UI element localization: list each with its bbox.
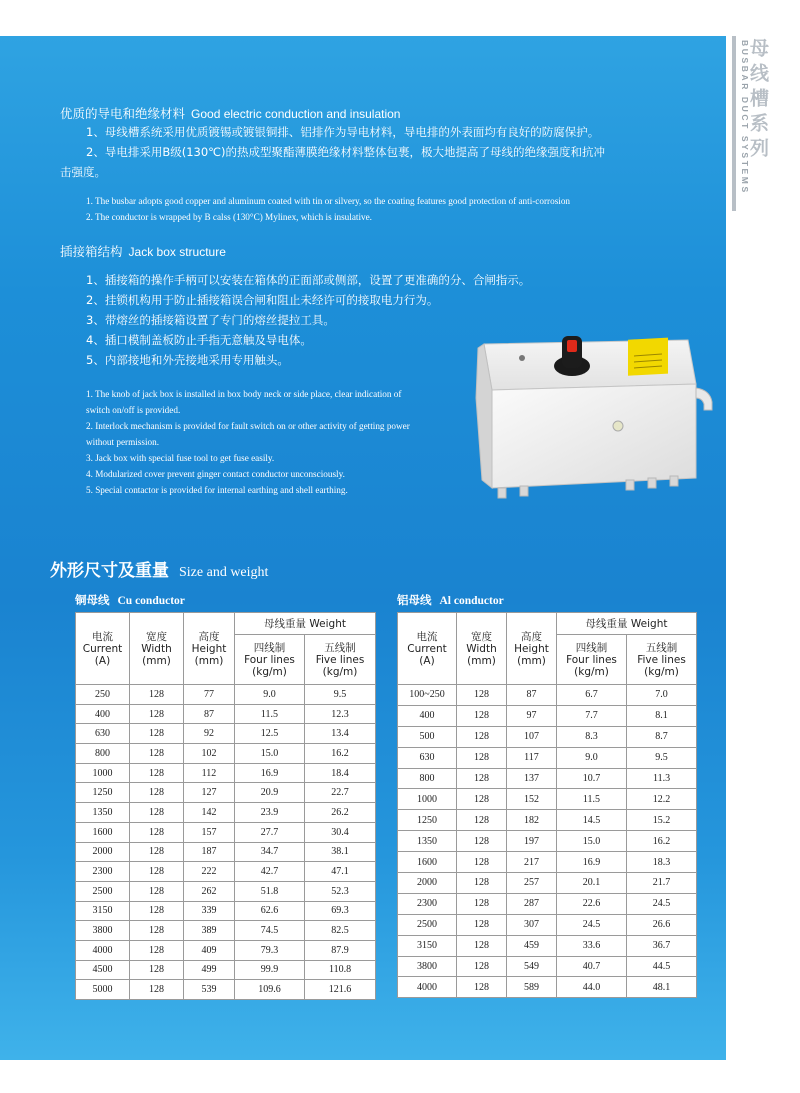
table-cell: 128	[130, 921, 184, 941]
table-cell: 8.1	[627, 705, 697, 726]
table-cell: 102	[184, 744, 235, 764]
table-cell: 1250	[398, 810, 457, 831]
table-cell: 128	[457, 768, 507, 789]
table-cell: 74.5	[235, 921, 305, 941]
table-cell: 128	[457, 685, 507, 706]
table-cell: 1600	[398, 852, 457, 873]
section1-cn-line: 1、母线槽系统采用优质镀锡或镀银铜排、铝排作为导电材料，导电排的外表面均有良好的防腐保护。	[86, 125, 600, 139]
table-cell: 128	[457, 935, 507, 956]
table-cell: 21.7	[627, 873, 697, 894]
table-cell: 459	[507, 935, 557, 956]
table-row	[76, 763, 376, 783]
table-cell: 12.3	[305, 704, 376, 724]
size-heading-en: Size and weight	[179, 565, 269, 580]
table-cell: 52.3	[305, 881, 376, 901]
table-cell: 22.6	[557, 893, 627, 914]
table-row	[76, 881, 376, 901]
table-cell: 15.0	[557, 831, 627, 852]
table-cell: 182	[507, 810, 557, 831]
table-cell: 40.7	[557, 956, 627, 977]
table-row	[76, 980, 376, 1000]
table-cell: 157	[184, 822, 235, 842]
table-cell: 99.9	[235, 960, 305, 980]
table-cell: 11.3	[627, 768, 697, 789]
table-cell: 48.1	[627, 977, 697, 998]
table-row	[76, 822, 376, 842]
al-table-title-cn: 铝母线	[397, 593, 432, 607]
table-cell: 287	[507, 893, 557, 914]
table-cell: 16.9	[235, 763, 305, 783]
col-header-width: 宽度 Width (mm)	[457, 613, 507, 685]
table-row	[398, 726, 697, 747]
col-header-current: 电流 Current (A)	[398, 613, 457, 685]
side-title-strip	[732, 36, 772, 211]
section1-heading-cn: 优质的导电和绝缘材料	[60, 106, 186, 121]
table-cell: 128	[130, 685, 184, 705]
section2-en-line: 4. Modularized cover prevent ginger contact conductor unconsciously.	[86, 469, 345, 479]
table-cell: 33.6	[557, 935, 627, 956]
table-row	[76, 960, 376, 980]
table-cell: 128	[457, 893, 507, 914]
table-cell: 51.8	[235, 881, 305, 901]
table-cell: 1350	[76, 803, 130, 823]
table-row	[76, 862, 376, 882]
table-cell: 87.9	[305, 940, 376, 960]
table-cell: 42.7	[235, 862, 305, 882]
table-cell: 128	[130, 803, 184, 823]
table-cell: 2500	[76, 881, 130, 901]
table-cell: 128	[457, 831, 507, 852]
section1-cn-line: 击强度。	[60, 165, 106, 179]
table-cell: 250	[76, 685, 130, 705]
table-cell: 128	[130, 744, 184, 764]
table-cell: 9.0	[557, 747, 627, 768]
table-cell: 128	[457, 747, 507, 768]
table-cell: 47.1	[305, 862, 376, 882]
table-row	[76, 704, 376, 724]
col-header-width: 宽度 Width (mm)	[130, 613, 184, 685]
table-cell: 3150	[398, 935, 457, 956]
section2-cn-line: 5、内部接地和外壳接地采用专用触头。	[86, 353, 289, 367]
col-header-weight: 母线重量 Weight	[557, 613, 697, 635]
table-row	[76, 921, 376, 941]
col-header-height: 高度 Height (mm)	[507, 613, 557, 685]
table-cell: 128	[130, 881, 184, 901]
table-cell: 10.7	[557, 768, 627, 789]
table-cell: 152	[507, 789, 557, 810]
table-cell: 16.9	[557, 852, 627, 873]
section2-cn-line: 4、插口模制盖板防止手指无意触及导电体。	[86, 333, 312, 347]
table-row	[398, 956, 697, 977]
table-cell: 128	[457, 914, 507, 935]
table-cell: 8.3	[557, 726, 627, 747]
size-heading-cn: 外形尺寸及重量	[50, 561, 169, 581]
table-cell: 589	[507, 977, 557, 998]
table-cell: 11.5	[235, 704, 305, 724]
col-header-four-lines: 四线制 Four lines (kg/m)	[557, 635, 627, 685]
table-cell: 13.4	[305, 724, 376, 744]
table-row	[76, 842, 376, 862]
side-divider	[732, 36, 736, 211]
table-row	[398, 977, 697, 998]
table-cell: 128	[130, 940, 184, 960]
table-cell: 16.2	[627, 831, 697, 852]
section2-cn-line: 1、插接箱的操作手柄可以安装在箱体的正面部或侧部，设置了更准确的分、合闸指示。	[86, 273, 531, 287]
table-cell: 1350	[398, 831, 457, 852]
table-cell: 4000	[76, 940, 130, 960]
section2-en-line: 1. The knob of jack box is installed in box body neck or side place, clear indication of	[86, 389, 402, 399]
table-cell: 128	[130, 704, 184, 724]
table-cell: 630	[398, 747, 457, 768]
table-row	[398, 747, 697, 768]
table-cell: 128	[457, 705, 507, 726]
col-header-five-lines: 五线制 Five lines (kg/m)	[305, 635, 376, 685]
section2-en-line: 3. Jack box with special fuse tool to get fuse easily.	[86, 453, 275, 463]
table-cell: 18.3	[627, 852, 697, 873]
table-cell: 339	[184, 901, 235, 921]
table-cell: 12.5	[235, 724, 305, 744]
col-header-current: 电流 Current (A)	[76, 613, 130, 685]
table-cell: 109.6	[235, 980, 305, 1000]
section1-heading	[60, 104, 400, 122]
section2-en-line: switch on/off is provided.	[86, 405, 181, 415]
table-cell: 128	[457, 873, 507, 894]
table-cell: 128	[457, 810, 507, 831]
table-cell: 128	[130, 822, 184, 842]
table-cell: 23.9	[235, 803, 305, 823]
table-cell: 128	[457, 726, 507, 747]
table-cell: 97	[507, 705, 557, 726]
section2-en-line: 5. Special contactor is provided for internal earthing and shell earthing.	[86, 485, 348, 495]
table-cell: 107	[507, 726, 557, 747]
table-cell: 630	[76, 724, 130, 744]
table-cell: 15.0	[235, 744, 305, 764]
table-row	[398, 768, 697, 789]
table-cell: 409	[184, 940, 235, 960]
table-cell: 128	[457, 956, 507, 977]
table-cell: 9.0	[235, 685, 305, 705]
table-cell: 4500	[76, 960, 130, 980]
table-row	[398, 914, 697, 935]
section1-cn-line: 2、导电排采用B级(130℃)的热成型聚酯薄膜绝缘材料整体包裹，极大地提高了母线的绝缘强度和抗冲	[86, 145, 606, 159]
table-cell: 79.3	[235, 940, 305, 960]
table-cell: 4000	[398, 977, 457, 998]
table-cell: 26.6	[627, 914, 697, 935]
table-cell: 11.5	[557, 789, 627, 810]
table-cell: 110.8	[305, 960, 376, 980]
table-cell: 44.0	[557, 977, 627, 998]
col-header-weight: 母线重量 Weight	[235, 613, 376, 635]
table-cell: 800	[76, 744, 130, 764]
al-table-title	[397, 592, 504, 608]
table-cell: 44.5	[627, 956, 697, 977]
table-cell: 1000	[398, 789, 457, 810]
table-cell: 69.3	[305, 901, 376, 921]
table-row	[398, 893, 697, 914]
table-cell: 128	[130, 901, 184, 921]
table-cell: 15.2	[627, 810, 697, 831]
table-cell: 18.4	[305, 763, 376, 783]
table-cell: 539	[184, 980, 235, 1000]
table-cell: 9.5	[627, 747, 697, 768]
cu-table-title-cn: 铜母线	[75, 593, 110, 607]
table-cell: 27.7	[235, 822, 305, 842]
table-cell: 128	[130, 960, 184, 980]
table-cell: 142	[184, 803, 235, 823]
table-cell: 14.5	[557, 810, 627, 831]
table-cell: 128	[130, 980, 184, 1000]
table-cell: 222	[184, 862, 235, 882]
section2-en-line: 2. Interlock mechanism is provided for fault switch on or other activity of getting power	[86, 421, 410, 431]
table-cell: 34.7	[235, 842, 305, 862]
cu-table-title-en: Cu conductor	[117, 595, 185, 607]
table-row	[398, 831, 697, 852]
section2-heading	[60, 242, 226, 260]
table-cell: 16.2	[305, 744, 376, 764]
side-title-en: BUSBAR DUCT SYSTEMS	[740, 40, 750, 195]
table-cell: 1000	[76, 763, 130, 783]
table-row	[398, 935, 697, 956]
cu-size-table	[75, 612, 376, 1000]
table-cell: 117	[507, 747, 557, 768]
table-row	[398, 852, 697, 873]
table-cell: 2300	[76, 862, 130, 882]
table-cell: 128	[130, 724, 184, 744]
col-header-four-lines: 四线制 Four lines (kg/m)	[235, 635, 305, 685]
table-cell: 800	[398, 768, 457, 789]
table-cell: 1600	[76, 822, 130, 842]
table-cell: 24.5	[557, 914, 627, 935]
table-row	[398, 810, 697, 831]
table-row	[76, 724, 376, 744]
table-cell: 389	[184, 921, 235, 941]
table-cell: 257	[507, 873, 557, 894]
table-cell: 100~250	[398, 685, 457, 706]
table-row	[76, 744, 376, 764]
cu-table-title	[75, 592, 185, 608]
table-cell: 499	[184, 960, 235, 980]
table-cell: 77	[184, 685, 235, 705]
table-cell: 217	[507, 852, 557, 873]
table-cell: 92	[184, 724, 235, 744]
table-cell: 187	[184, 842, 235, 862]
table-cell: 128	[457, 852, 507, 873]
table-cell: 7.7	[557, 705, 627, 726]
table-cell: 127	[184, 783, 235, 803]
section2-cn-line: 3、带熔丝的插接箱设置了专门的熔丝提拉工具。	[86, 313, 335, 327]
table-cell: 262	[184, 881, 235, 901]
table-cell: 2500	[398, 914, 457, 935]
table-cell: 22.7	[305, 783, 376, 803]
table-cell: 38.1	[305, 842, 376, 862]
table-cell: 121.6	[305, 980, 376, 1000]
table-cell: 8.7	[627, 726, 697, 747]
table-row	[76, 901, 376, 921]
table-cell: 3800	[398, 956, 457, 977]
table-cell: 24.5	[627, 893, 697, 914]
table-row	[398, 789, 697, 810]
table-cell: 400	[398, 705, 457, 726]
table-cell: 6.7	[557, 685, 627, 706]
table-cell: 2000	[76, 842, 130, 862]
table-cell: 87	[184, 704, 235, 724]
table-cell: 128	[130, 862, 184, 882]
table-cell: 2300	[398, 893, 457, 914]
jack-box-photo	[470, 328, 720, 506]
table-row	[76, 783, 376, 803]
section2-en-line: without permission.	[86, 437, 159, 447]
table-cell: 3800	[76, 921, 130, 941]
table-row	[398, 705, 697, 726]
table-row	[76, 685, 376, 705]
section1-en-line: 1. The busbar adopts good copper and aluminum coated with tin or silvery, so the coating features good protection of anti-corrosion	[86, 196, 571, 206]
section2-cn-line: 2、挂锁机构用于防止插接箱误合闸和阻止未经许可的接取电力行为。	[86, 293, 439, 307]
size-heading	[50, 556, 268, 581]
table-row	[76, 940, 376, 960]
table-cell: 62.6	[235, 901, 305, 921]
table-cell: 128	[130, 842, 184, 862]
table-cell: 26.2	[305, 803, 376, 823]
table-cell: 128	[457, 789, 507, 810]
table-row	[76, 803, 376, 823]
table-cell: 128	[130, 783, 184, 803]
section1-en-line: 2. The conductor is wrapped by B calss (130°C) Mylinex, which is insulative.	[86, 212, 372, 222]
table-cell: 7.0	[627, 685, 697, 706]
table-cell: 20.1	[557, 873, 627, 894]
table-cell: 128	[457, 977, 507, 998]
table-cell: 549	[507, 956, 557, 977]
al-size-table	[397, 612, 697, 998]
table-cell: 5000	[76, 980, 130, 1000]
section2-heading-en: Jack box structure	[128, 245, 226, 259]
table-cell: 30.4	[305, 822, 376, 842]
al-table-title-en: Al conductor	[439, 595, 504, 607]
table-cell: 112	[184, 763, 235, 783]
table-cell: 400	[76, 704, 130, 724]
table-cell: 12.2	[627, 789, 697, 810]
table-cell: 9.5	[305, 685, 376, 705]
table-cell: 307	[507, 914, 557, 935]
table-cell: 20.9	[235, 783, 305, 803]
table-cell: 137	[507, 768, 557, 789]
table-row	[398, 685, 697, 706]
warning-label	[628, 338, 668, 376]
table-cell: 500	[398, 726, 457, 747]
col-header-height: 高度 Height (mm)	[184, 613, 235, 685]
table-row	[398, 873, 697, 894]
table-cell: 36.7	[627, 935, 697, 956]
table-cell: 82.5	[305, 921, 376, 941]
table-cell: 87	[507, 685, 557, 706]
table-cell: 197	[507, 831, 557, 852]
side-title-cn: 母线槽系列	[747, 38, 769, 163]
table-cell: 1250	[76, 783, 130, 803]
section2-heading-cn: 插接箱结构	[60, 244, 123, 259]
col-header-five-lines: 五线制 Five lines (kg/m)	[627, 635, 697, 685]
section1-heading-en: Good electric conduction and insulation	[191, 107, 401, 121]
table-cell: 2000	[398, 873, 457, 894]
table-cell: 128	[130, 763, 184, 783]
table-cell: 3150	[76, 901, 130, 921]
